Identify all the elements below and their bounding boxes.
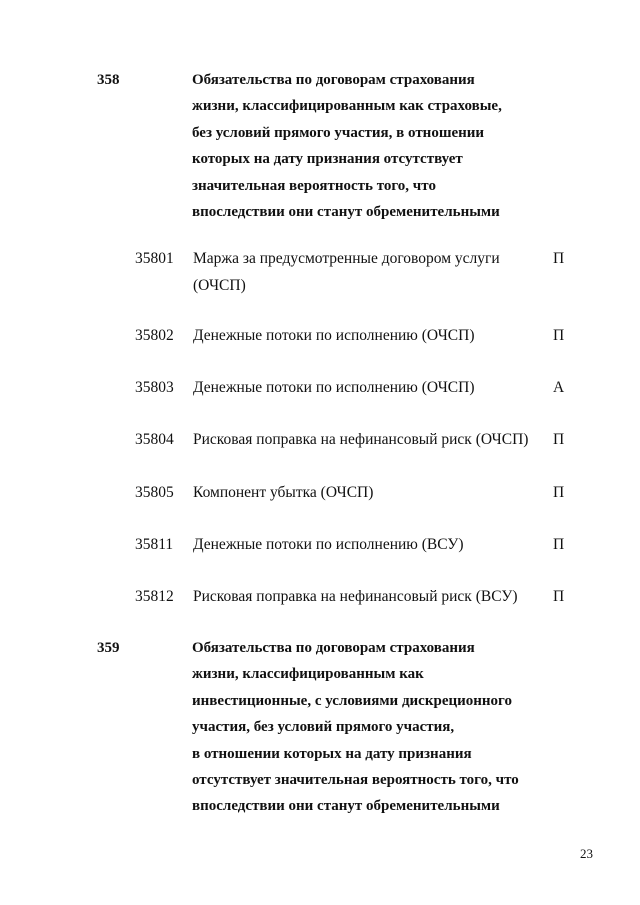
account-label: Денежные потоки по исполнению (ОЧСП) <box>193 379 475 396</box>
account-row-35805 <box>0 480 640 532</box>
section-title-line: Обязательства по договорам страхования <box>192 72 475 88</box>
section-title-line: впоследствии они станут обременительными <box>192 204 500 221</box>
section-title-line: жизни, классифицированным как страховые, <box>192 98 502 115</box>
account-label: Маржа за предусмотренные договором услуги (ОЧСП) <box>193 250 500 294</box>
account-row-35804 <box>0 427 640 479</box>
account-type: П <box>553 250 565 267</box>
account-label: Денежные потоки по исполнению (ОЧСП) <box>193 327 475 344</box>
account-type: П <box>553 327 565 344</box>
account-row-35811 <box>0 532 640 584</box>
account-label: Компонент убытка (ОЧСП) <box>193 484 374 501</box>
account-type: П <box>553 588 565 605</box>
section-title-line: без условий прямого участия, в отношении <box>192 124 485 141</box>
account-type: П <box>553 536 565 553</box>
section-title-line: значительная вероятность того, что <box>192 177 436 194</box>
section-title-line: участия, без условий прямого участия, <box>192 719 455 736</box>
page-number: 23 <box>580 846 593 861</box>
account-type: П <box>553 484 565 501</box>
section-title-line: которых на дату признания отсутствует <box>192 151 463 168</box>
account-label: Рисковая поправка на нефинансовый риск (ОЧСП) <box>193 431 529 448</box>
section-code: 359 <box>97 640 120 656</box>
account-code: 35801 <box>135 250 174 267</box>
account-row-35801 <box>0 246 640 298</box>
account-row-35803 <box>0 375 640 427</box>
account-type: П <box>553 431 565 448</box>
section-title <box>192 635 552 820</box>
section-title-line: Обязательства по договорам страхования <box>192 640 475 656</box>
section-title-line: впоследствии они станут обременительными <box>192 798 500 815</box>
account-code: 35803 <box>135 379 174 396</box>
account-code: 35804 <box>135 431 174 448</box>
section-title-line: в отношении которых на дату признания <box>192 745 472 762</box>
section-title-line: отсутствует значительная вероятность того, что <box>192 772 519 789</box>
account-code: 35802 <box>135 327 174 344</box>
account-code: 35805 <box>135 484 174 501</box>
section-title-line: инвестиционные, с условиями дискреционного <box>192 692 512 709</box>
account-label: Денежные потоки по исполнению (ВСУ) <box>193 536 464 553</box>
account-code: 35812 <box>135 588 174 605</box>
section-title <box>192 67 552 225</box>
section-title-line: жизни, классифицированным как <box>192 666 424 683</box>
account-row-35812 <box>0 584 640 636</box>
account-label: Рисковая поправка на нефинансовый риск (ВСУ) <box>193 588 518 605</box>
account-type: А <box>553 379 565 396</box>
section-code: 358 <box>97 72 120 88</box>
account-row-35802 <box>0 323 640 375</box>
account-code: 35811 <box>135 536 174 553</box>
